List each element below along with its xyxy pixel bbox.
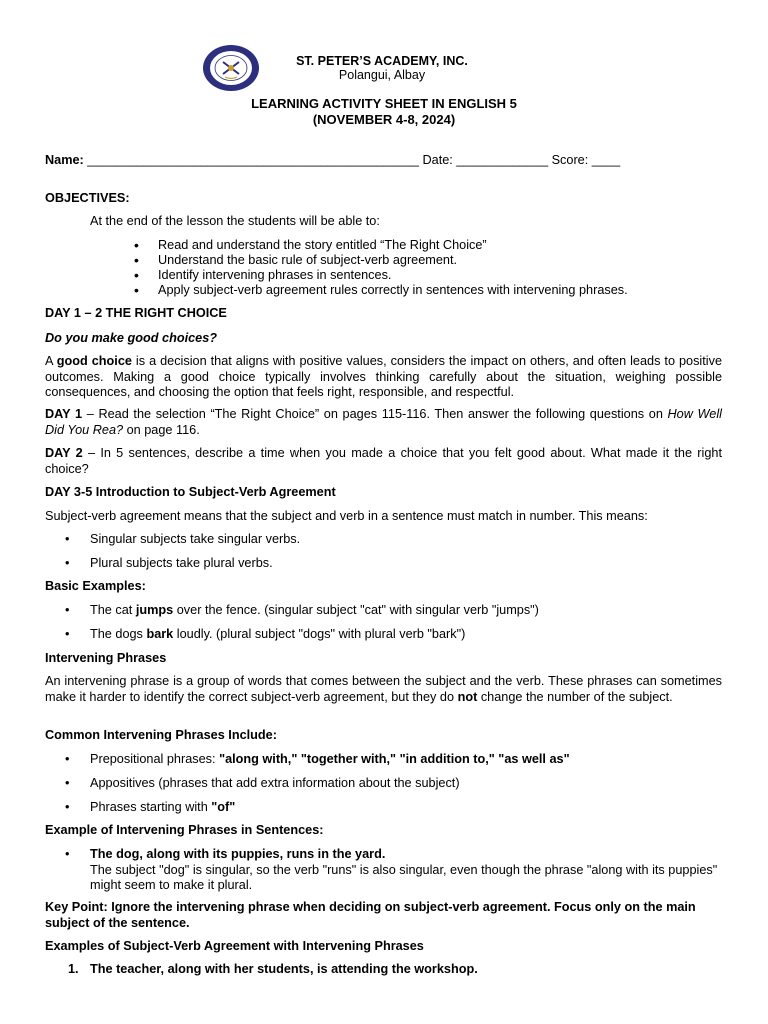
date-label: Date: [422, 153, 453, 167]
objective-item: • Identify intervening phrases in sentences. [158, 268, 738, 284]
intervening-phrases-heading: Intervening Phrases [45, 651, 167, 665]
name-label: Name: [45, 153, 84, 167]
objectives-heading: OBJECTIVES: [45, 191, 130, 205]
day35-heading: DAY 3-5 Introduction to Subject-Verb Agreement [45, 485, 336, 499]
example-sentences-heading: Example of Intervening Phrases in Sentences: [45, 823, 324, 837]
sva-rule: • Plural subjects take plural verbs. [90, 556, 730, 572]
school-location: Polangui, Albay [338, 68, 426, 82]
objective-item: • Read and understand the story entitled “The Right Choice” [158, 238, 738, 254]
sva-intro: Subject-verb agreement means that the subject and verb in a sentence must match in number. This means: [45, 509, 648, 523]
intervening-phrases-paragraph: An intervening phrase is a group of words that comes between the subject and the verb. These phrases can sometimes make it harder to identify the correct subject-verb agreement, but they do not change the number of the subject. [45, 674, 722, 704]
basic-examples-heading: Basic Examples: [45, 579, 146, 593]
example-sentence: • The dog, along with its puppies, runs in the yard. The subject "dog" is singular, so the verb "runs" is also singular, even though the phrase "along with its puppies" might seem to make it plural. [90, 847, 730, 894]
objective-item: • Understand the basic rule of subject-verb agreement. [158, 253, 738, 269]
good-choices-question: Do you make good choices? [45, 331, 218, 345]
numbered-example: 1. The teacher, along with her students, is attending the workshop. [90, 962, 730, 978]
key-point: Key Point: Ignore the intervening phrase when deciding on subject-verb agreement. Focus only on the main subject of the sentence. [45, 900, 696, 930]
common-phrase-item: • Prepositional phrases: "along with," "together with," "in addition to," "as well as" [90, 752, 730, 768]
score-blank: ____ [588, 153, 621, 167]
score-label: Score: [551, 153, 589, 167]
day12-heading: DAY 1 – 2 THE RIGHT CHOICE [45, 306, 227, 320]
day2-instruction: DAY 2 – In 5 sentences, describe a time when you made a choice that you felt good about. What made it the right choice? [45, 446, 722, 476]
date-blank: _____________ [452, 153, 552, 167]
school-seal-logo [202, 44, 260, 92]
name-blank: _______________________________________________ [83, 153, 423, 167]
basic-example: • The dogs bark loudly. (plural subject "dogs" with plural verb "bark") [90, 627, 730, 643]
sva-rule: • Singular subjects take singular verbs. [90, 532, 730, 548]
common-phrase-item: • Appositives (phrases that add extra information about the subject) [90, 776, 730, 792]
common-phrases-heading: Common Intervening Phrases Include: [45, 728, 277, 742]
day1-instruction: DAY 1 – Read the selection “The Right Choice” on pages 115-116. Then answer the following questions on How Well Did You Rea? on page 116. [45, 407, 722, 437]
examples-heading: Examples of Subject-Verb Agreement with Intervening Phrases [45, 939, 424, 953]
objective-item: • Apply subject-verb agreement rules correctly in sentences with intervening phrases. [158, 283, 738, 299]
basic-example: • The cat jumps over the fence. (singular subject "cat" with singular verb "jumps") [90, 603, 730, 619]
sheet-date-range: (NOVEMBER 4-8, 2024) [312, 112, 456, 127]
good-choice-paragraph: A good choice is a decision that aligns with positive values, considers the impact on others, and often leads to positive outcomes. Making a good choice typically involves thinking carefully about the situation, weighing possible consequences, and choosing the option that feels right, responsible, and respectful. [45, 354, 722, 399]
school-name: ST. PETER’S ACADEMY, INC. [296, 54, 468, 68]
common-phrase-item: • Phrases starting with "of" [90, 800, 730, 816]
student-info-line [45, 153, 725, 169]
objectives-intro: At the end of the lesson the students will be able to: [90, 214, 380, 228]
sheet-title: LEARNING ACTIVITY SHEET IN ENGLISH 5 [251, 96, 517, 111]
